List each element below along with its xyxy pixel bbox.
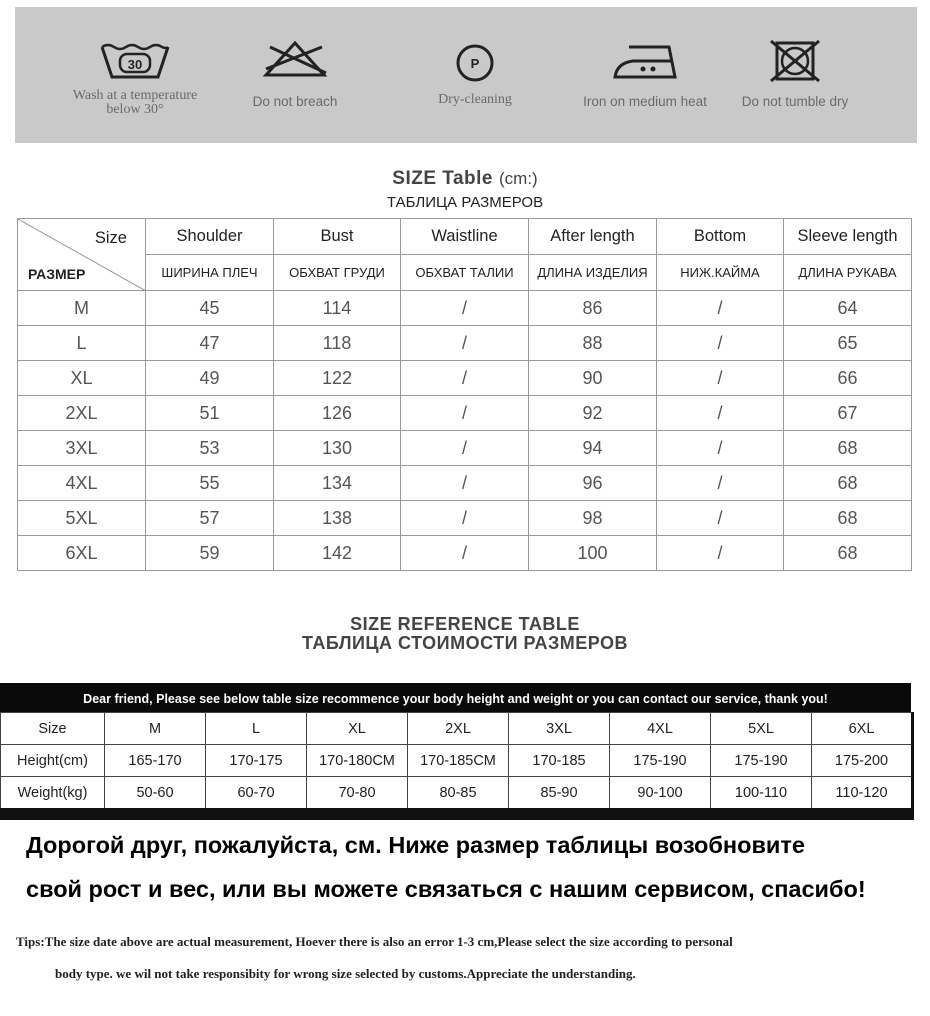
header-bust: Bust [274, 219, 401, 255]
reference-table-edge [911, 712, 914, 820]
header-waistline: Waistline [401, 219, 529, 255]
table-cell: 3XL [509, 713, 610, 745]
table-cell: 170-180CM [307, 745, 408, 777]
table-cell: 49 [146, 361, 274, 396]
table-cell: 88 [529, 326, 657, 361]
table-cell: 122 [274, 361, 401, 396]
table-cell: 45 [146, 291, 274, 326]
table-cell: 66 [784, 361, 912, 396]
table-cell: L [206, 713, 307, 745]
size-table [17, 218, 912, 571]
table-cell: 100 [529, 536, 657, 571]
care-item-dry-cleaning [390, 7, 560, 143]
table-cell: / [657, 396, 784, 431]
table-cell: 165-170 [105, 745, 206, 777]
table-cell: / [657, 501, 784, 536]
table-cell: 50-60 [105, 777, 206, 809]
reference-table-bottom-bar [0, 808, 914, 820]
row-label-cell: Size [1, 713, 105, 745]
table-cell: 94 [529, 431, 657, 466]
table-row [18, 501, 912, 536]
table-cell: / [657, 361, 784, 396]
table-cell: 118 [274, 326, 401, 361]
table-cell: / [657, 291, 784, 326]
header-ru-sleeve: ДЛИНА РУКАВА [784, 255, 912, 291]
care-item-iron [560, 7, 730, 143]
size-cell: 6XL [18, 536, 146, 571]
header-sleeve-length: Sleeve length [784, 219, 912, 255]
table-cell: 96 [529, 466, 657, 501]
table-cell: 100-110 [711, 777, 812, 809]
table-cell: 53 [146, 431, 274, 466]
table-cell: 68 [784, 536, 912, 571]
table-cell: / [657, 431, 784, 466]
table-cell: 70-80 [307, 777, 408, 809]
size-table-title: SIZE Table (cm:) [392, 168, 538, 189]
row-label-cell: Height(cm) [1, 745, 105, 777]
table-cell: / [401, 396, 529, 431]
table-cell: / [401, 501, 529, 536]
table-cell: 90-100 [610, 777, 711, 809]
russian-message-line1: Дорогой друг, пожалуйста, см. Ниже размер таблицы возобновите [26, 832, 805, 858]
table-cell: 6XL [812, 713, 912, 745]
table-cell: / [401, 466, 529, 501]
size-cell: 5XL [18, 501, 146, 536]
table-cell: 126 [274, 396, 401, 431]
table-cell: 65 [784, 326, 912, 361]
iron-medium-icon [609, 41, 681, 81]
size-cell: 2XL [18, 396, 146, 431]
care-label-wash: Wash at a temperature below 30° [72, 88, 198, 117]
table-cell: 175-200 [812, 745, 912, 777]
reference-banner: Dear friend, Please see below table size recommence your body height and weight or you can contact our service, thank you! [0, 683, 911, 713]
russian-message-line2: свой рост и вес, или вы можете связаться с нашим сервисом, спасибо! [26, 876, 866, 902]
reference-table-title-ru: ТАБЛИЦА СТОИМОСТИ РАЗМЕРОВ [301, 633, 629, 653]
table-cell: 47 [146, 326, 274, 361]
size-cell: XL [18, 361, 146, 396]
header-ru-waist: ОБХВАТ ТАЛИИ [401, 255, 529, 291]
header-ru-shoulder: ШИРИНА ПЛЕЧ [146, 255, 274, 291]
table-row [18, 536, 912, 571]
care-label-no-tumble-dry: Do not tumble dry [741, 94, 849, 109]
care-instructions-band [15, 7, 917, 143]
table-cell: 110-120 [812, 777, 912, 809]
table-cell: 68 [784, 431, 912, 466]
table-cell: 57 [146, 501, 274, 536]
row-label-cell: Weight(kg) [1, 777, 105, 809]
header-bottom: Bottom [657, 219, 784, 255]
dry-cleaning-icon [453, 41, 497, 85]
table-cell: 98 [529, 501, 657, 536]
table-cell: 5XL [711, 713, 812, 745]
table-cell: 142 [274, 536, 401, 571]
header-ru-length: ДЛИНА ИЗДЕЛИЯ [529, 255, 657, 291]
table-row [18, 326, 912, 361]
table-row [18, 361, 912, 396]
table-cell: / [657, 326, 784, 361]
table-cell: / [657, 536, 784, 571]
table-cell: 59 [146, 536, 274, 571]
table-cell: / [401, 361, 529, 396]
svg-text:P: P [470, 56, 480, 71]
care-label-iron: Iron on medium heat [583, 94, 707, 109]
header-after-length: After length [529, 219, 657, 255]
table-cell: 175-190 [610, 745, 711, 777]
table-cell: / [657, 466, 784, 501]
table-row [18, 291, 912, 326]
table-cell: 90 [529, 361, 657, 396]
size-corner-cell: Size РАЗМЕР [18, 219, 146, 291]
table-cell: 114 [274, 291, 401, 326]
table-cell: / [401, 291, 529, 326]
table-cell: 85-90 [509, 777, 610, 809]
table-cell: / [401, 431, 529, 466]
table-cell: 67 [784, 396, 912, 431]
table-row [18, 466, 912, 501]
reference-table-title: SIZE REFERENCE TABLE [350, 614, 580, 634]
table-cell: 86 [529, 291, 657, 326]
no-bleach-icon [260, 39, 330, 79]
table-cell: 2XL [408, 713, 509, 745]
care-item-no-tumble-dry [710, 7, 880, 143]
table-row [18, 431, 912, 466]
table-row [1, 745, 912, 777]
table-cell: 60-70 [206, 777, 307, 809]
header-ru-bust: ОБХВАТ ГРУДИ [274, 255, 401, 291]
size-cell: M [18, 291, 146, 326]
size-cell: 3XL [18, 431, 146, 466]
table-cell: 130 [274, 431, 401, 466]
table-cell: 170-175 [206, 745, 307, 777]
size-table-title-ru: ТАБЛИЦА РАЗМЕРОВ [386, 194, 544, 211]
table-cell: 68 [784, 501, 912, 536]
tips-line2: body type. we wil not take responsibity for wrong size selected by customs.Appreciate the understanding. [55, 966, 636, 981]
care-item-wash [50, 7, 220, 143]
tips-line1: Tips:The size date above are actual measurement, Hoever there is also an error 1-3 cm,Please select the size according to personal [16, 934, 733, 949]
table-cell: 68 [784, 466, 912, 501]
table-cell: 4XL [610, 713, 711, 745]
care-item-no-bleach [210, 7, 380, 143]
table-cell: 138 [274, 501, 401, 536]
table-cell: 80-85 [408, 777, 509, 809]
table-cell: 134 [274, 466, 401, 501]
size-cell: 4XL [18, 466, 146, 501]
care-label-no-bleach: Do not breach [252, 94, 338, 109]
care-label-dry-cleaning: Dry-cleaning [438, 92, 512, 107]
table-row [1, 713, 912, 745]
table-cell: 170-185CM [408, 745, 509, 777]
size-cell: L [18, 326, 146, 361]
table-row [18, 396, 912, 431]
table-cell: / [401, 326, 529, 361]
reference-table [0, 712, 912, 809]
no-tumble-dry-icon [767, 39, 823, 83]
table-row [1, 777, 912, 809]
table-cell: 175-190 [711, 745, 812, 777]
table-cell: 51 [146, 396, 274, 431]
table-cell: 55 [146, 466, 274, 501]
table-cell: 170-185 [509, 745, 610, 777]
svg-text:30: 30 [127, 57, 143, 72]
table-cell: XL [307, 713, 408, 745]
header-ru-bottom: НИЖ.КАЙМА [657, 255, 784, 291]
table-cell: 92 [529, 396, 657, 431]
table-cell: M [105, 713, 206, 745]
table-cell: / [401, 536, 529, 571]
table-cell: 64 [784, 291, 912, 326]
header-shoulder: Shoulder [146, 219, 274, 255]
wash-30-icon [98, 41, 172, 81]
